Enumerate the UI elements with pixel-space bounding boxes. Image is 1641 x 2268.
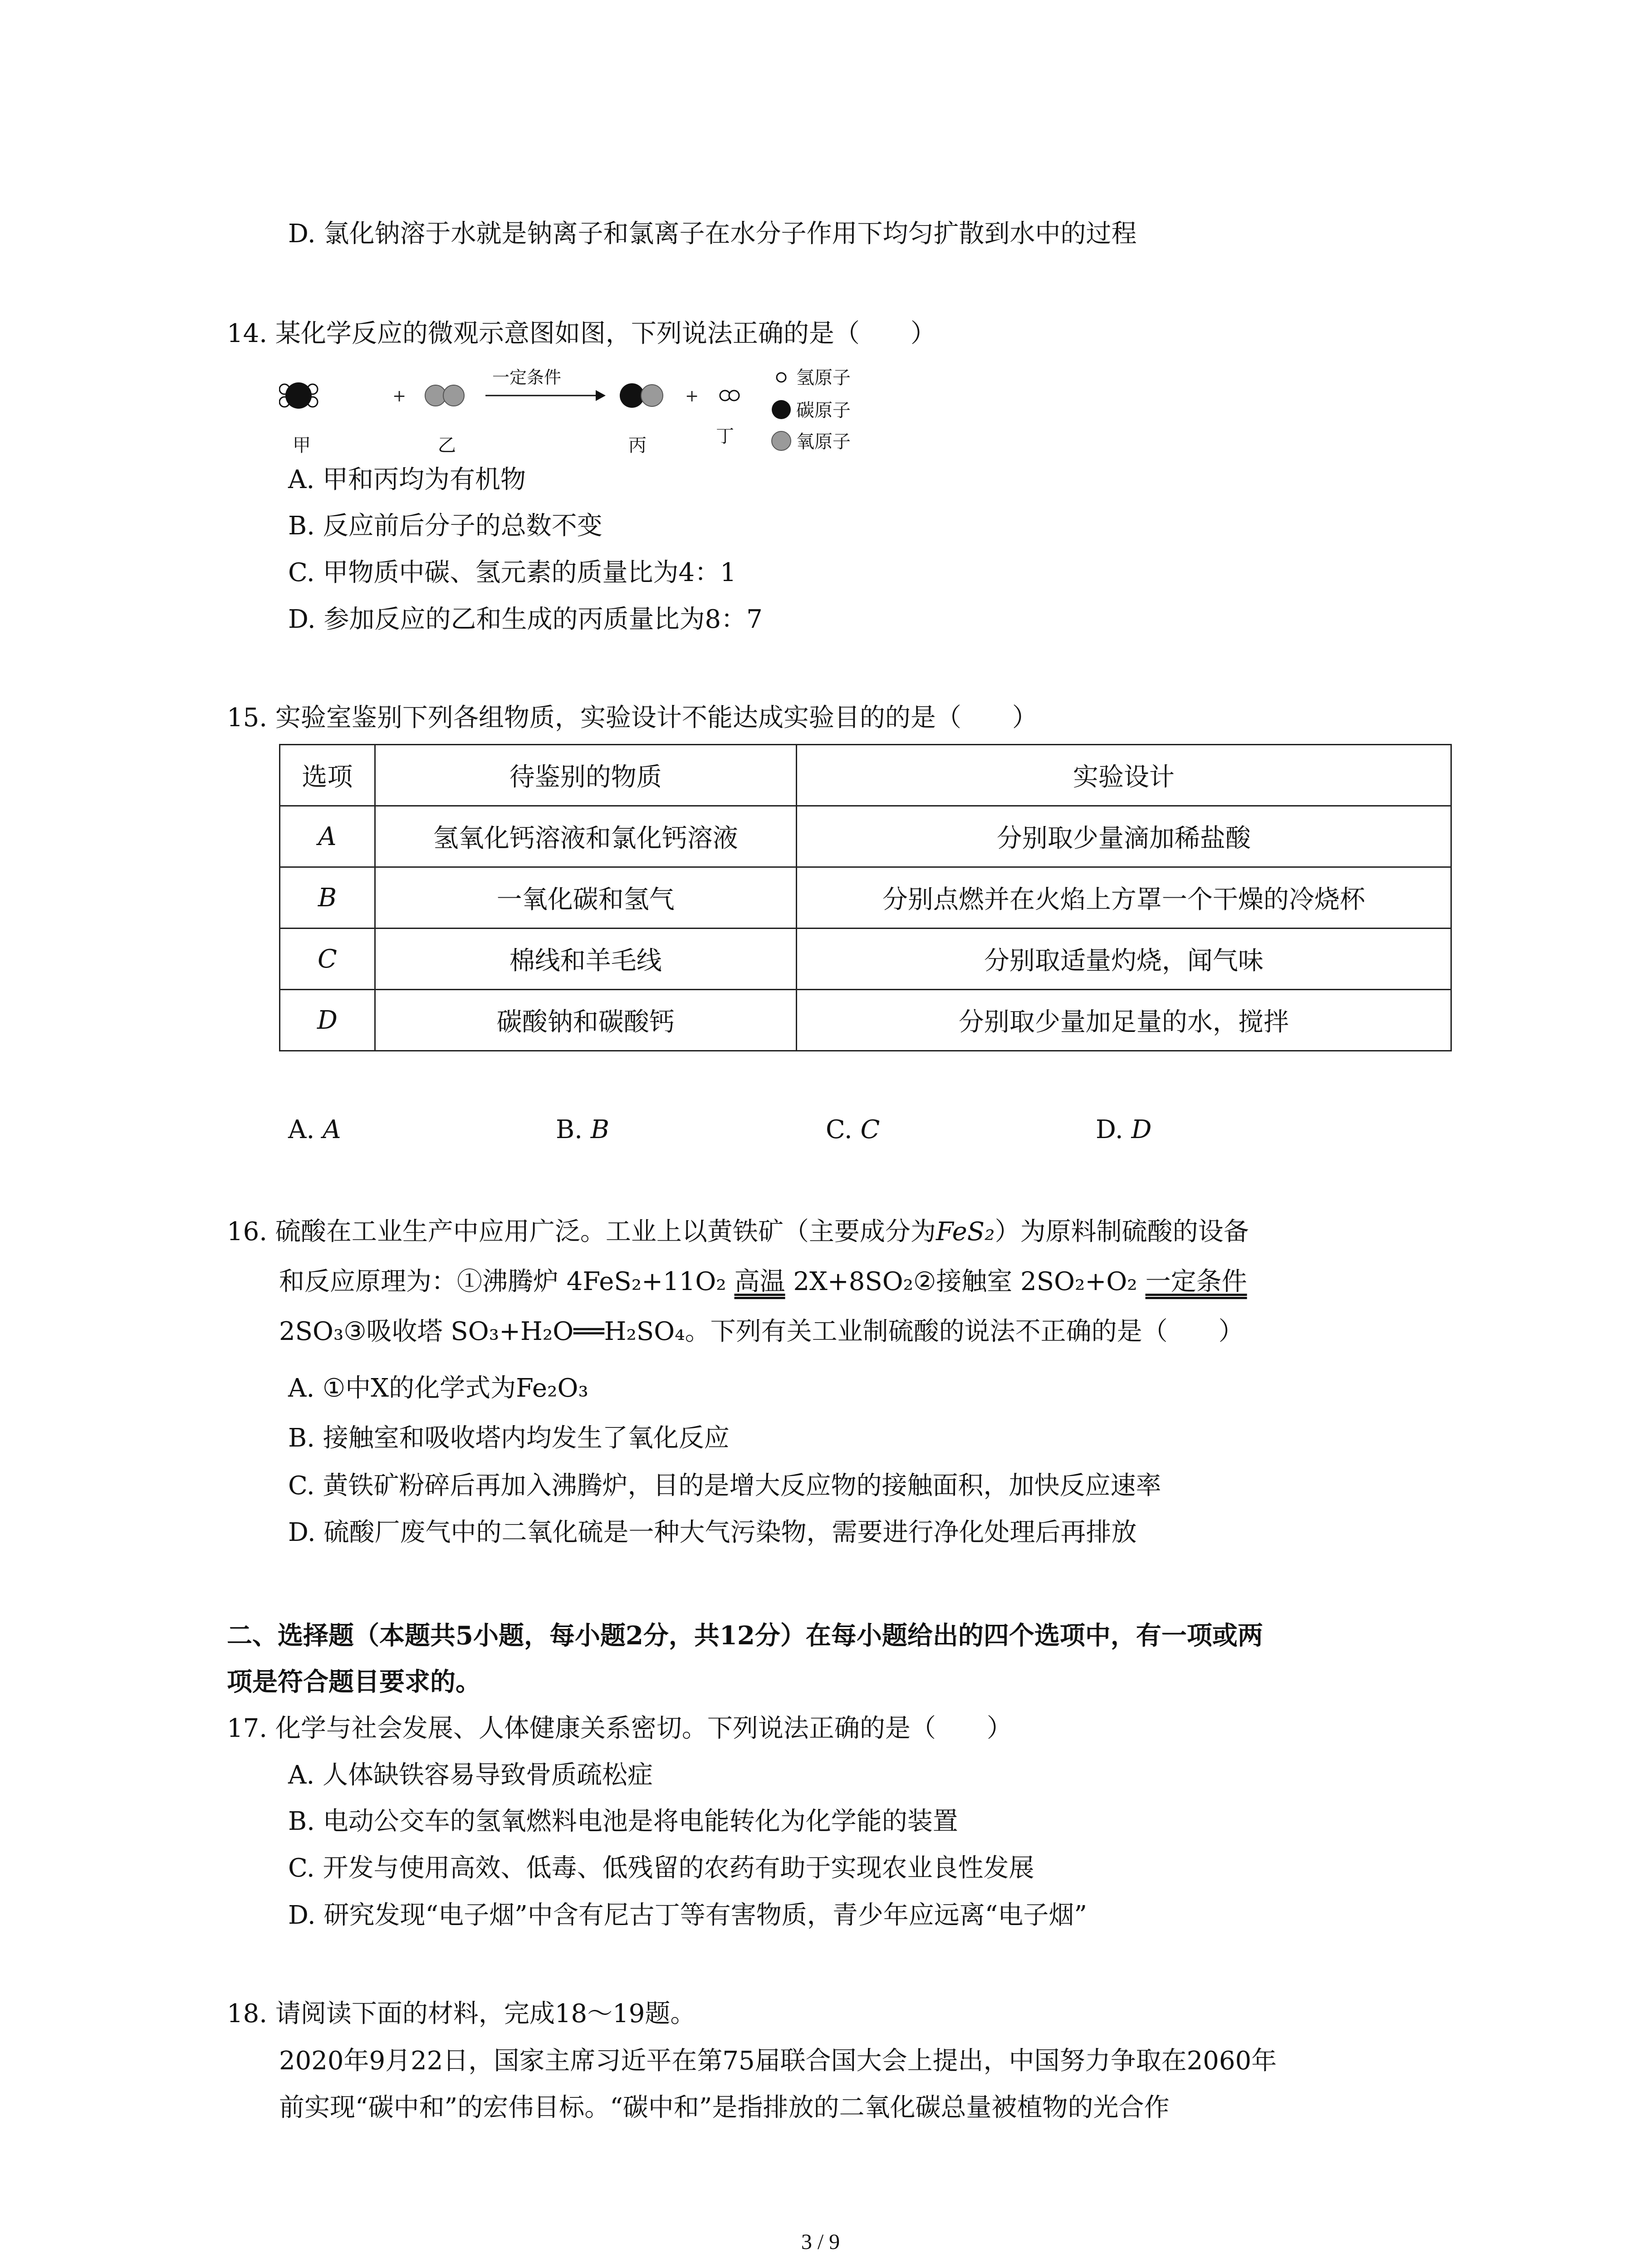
table-row xyxy=(280,929,1451,990)
table-row xyxy=(280,990,1451,1051)
q16-text: 和反应原理为：①沸腾炉 4FeS₂+11O₂ xyxy=(279,1267,726,1296)
reaction-condition: 高温 xyxy=(734,1267,785,1296)
hydrogen-legend-icon xyxy=(777,373,786,382)
arrow-label: 一定条件 xyxy=(492,367,562,387)
reaction-diagram xyxy=(279,358,914,464)
q14-option-b: B. 反应前后分子的总数不变 xyxy=(288,511,603,541)
formula: FeS₂ xyxy=(936,1217,995,1246)
answer-label: A. xyxy=(288,1115,315,1144)
q17-option-a: A. 人体缺铁容易导致骨质疏松症 xyxy=(288,1760,653,1790)
q15-answer-b xyxy=(556,1114,609,1146)
q16-text: ）为原料制硫酸的设备 xyxy=(994,1217,1249,1246)
table-cell: B xyxy=(280,867,375,929)
page-number: 3 / 9 xyxy=(801,2230,840,2254)
molecule-jia xyxy=(279,382,318,409)
q16-option-d: D. 硫酸厂废气中的二氧化硫是一种大气污染物，需要进行净化处理后再排放 xyxy=(288,1518,1137,1547)
molecule-ding xyxy=(720,391,739,401)
answer-label: C. xyxy=(826,1115,852,1144)
section2-heading-line2: 项是符合题目要求的。 xyxy=(227,1667,481,1697)
table-header-row xyxy=(280,745,1451,806)
label-jia: 甲 xyxy=(293,435,311,456)
legend-oxygen: 氧原子 xyxy=(796,431,851,452)
table-cell: 棉线和羊毛线 xyxy=(375,929,796,990)
header-option: 选项 xyxy=(280,745,375,806)
q16-option-c: C. 黄铁矿粉碎后再加入沸腾炉，目的是增大反应物的接触面积，加快反应速率 xyxy=(288,1471,1161,1501)
q14-stem: 14. 某化学反应的微观示意图如图，下列说法正确的是（ ） xyxy=(227,319,936,348)
q16-option-a: A. ①中X的化学式为Fe₂O₃ xyxy=(288,1374,588,1403)
q17-option-b: B. 电动公交车的氢氧燃料电池是将电能转化为化学能的装置 xyxy=(288,1807,958,1836)
q16-line3: 2SO₃③吸收塔 SO₃+H₂O══H₂SO₄。下列有关工业制硫酸的说法不正确的是（ ） xyxy=(279,1317,1244,1346)
table-cell: 碳酸钠和碳酸钙 xyxy=(375,990,796,1051)
answer-value: C xyxy=(860,1115,880,1144)
table-cell: C xyxy=(280,929,375,990)
table-row xyxy=(280,806,1451,867)
q17-option-c: C. 开发与使用高效、低毒、低残留的农药有助于实现农业良性发展 xyxy=(288,1853,1034,1883)
answer-value: D xyxy=(1131,1115,1152,1144)
table-cell: D xyxy=(280,990,375,1051)
q16-option-b: B. 接触室和吸收塔内均发生了氧化反应 xyxy=(288,1423,730,1453)
answer-value: B xyxy=(590,1115,609,1144)
table-cell: A xyxy=(280,806,375,867)
q16-text: 16. 硫酸在工业生产中应用广泛。工业上以黄铁矿（主要成分为 xyxy=(227,1217,936,1246)
label-bing: 丙 xyxy=(628,435,647,456)
header-design: 实验设计 xyxy=(796,745,1451,806)
legend-carbon: 碳原子 xyxy=(796,400,851,421)
answer-label: B. xyxy=(556,1115,583,1144)
q18-paragraph-line2: 前实现“碳中和”的宏伟目标。“碳中和”是指排放的二氧化碳总量被植物的光合作 xyxy=(279,2093,1170,2122)
q16-text: 2X+8SO₂②接触室 2SO₂+O₂ xyxy=(793,1267,1137,1296)
q17-option-d: D. 研究发现“电子烟”中含有尼古丁等有害物质，青少年应远离“电子烟” xyxy=(288,1901,1087,1930)
table-cell: 分别取少量加足量的水，搅拌 xyxy=(796,990,1451,1051)
carbon-legend-icon xyxy=(772,400,791,419)
section2-heading-line1: 二、选择题（本题共5小题，每小题2分，共12分）在每小题给出的四个选项中，有一项或两 xyxy=(227,1621,1263,1651)
answer-label: D. xyxy=(1096,1115,1123,1144)
answer-value: A xyxy=(323,1115,341,1144)
q16-line2 xyxy=(279,1266,1247,1298)
table-cell: 一氧化碳和氢气 xyxy=(375,867,796,929)
molecule-bing xyxy=(620,383,663,408)
q14-option-d: D. 参加反应的乙和生成的丙质量比为8：7 xyxy=(288,605,763,634)
q15-answer-d xyxy=(1096,1114,1151,1146)
q14-option-c: C. 甲物质中碳、氢元素的质量比为4：1 xyxy=(288,558,736,587)
table-cell: 分别取适量灼烧，闻气味 xyxy=(796,929,1451,990)
label-yi: 乙 xyxy=(438,435,456,456)
table-cell: 氢氧化钙溶液和氯化钙溶液 xyxy=(375,806,796,867)
table-cell: 分别取少量滴加稀盐酸 xyxy=(796,806,1451,867)
plus-sign-2: + xyxy=(685,387,699,406)
table-cell: 分别点燃并在火焰上方罩一个干燥的冷烧杯 xyxy=(796,867,1451,929)
legend-hydrogen: 氢原子 xyxy=(796,367,851,388)
header-substances: 待鉴别的物质 xyxy=(375,745,796,806)
legend xyxy=(772,367,851,452)
q18-stem: 18. 请阅读下面的材料，完成18～19题。 xyxy=(227,1999,696,2028)
q17-stem: 17. 化学与社会发展、人体健康关系密切。下列说法正确的是（ ） xyxy=(227,1714,1012,1743)
molecule-yi xyxy=(425,385,464,406)
q15-answer-c xyxy=(826,1114,880,1146)
q16-line1 xyxy=(227,1216,1249,1248)
plus-sign-1: + xyxy=(392,387,407,406)
label-ding: 丁 xyxy=(716,426,734,447)
q18-paragraph-line1: 2020年9月22日，国家主席习近平在第75届联合国大会上提出，中国努力争取在2060年 xyxy=(279,2046,1277,2076)
q15-answer-a xyxy=(288,1114,341,1146)
q15-stem: 15. 实验室鉴别下列各组物质，实验设计不能达成实验目的的是（ ） xyxy=(227,703,1038,733)
q15-table xyxy=(279,744,1452,1051)
reaction-condition: 一定条件 xyxy=(1145,1267,1247,1296)
arrow-head-icon xyxy=(596,390,606,401)
q13-option-d: D. 氯化钠溶于水就是钠离子和氯离子在水分子作用下均匀扩散到水中的过程 xyxy=(288,219,1137,249)
q14-option-a: A. 甲和丙均为有机物 xyxy=(288,465,526,494)
oxygen-legend-icon xyxy=(772,431,791,450)
table-row xyxy=(280,867,1451,929)
